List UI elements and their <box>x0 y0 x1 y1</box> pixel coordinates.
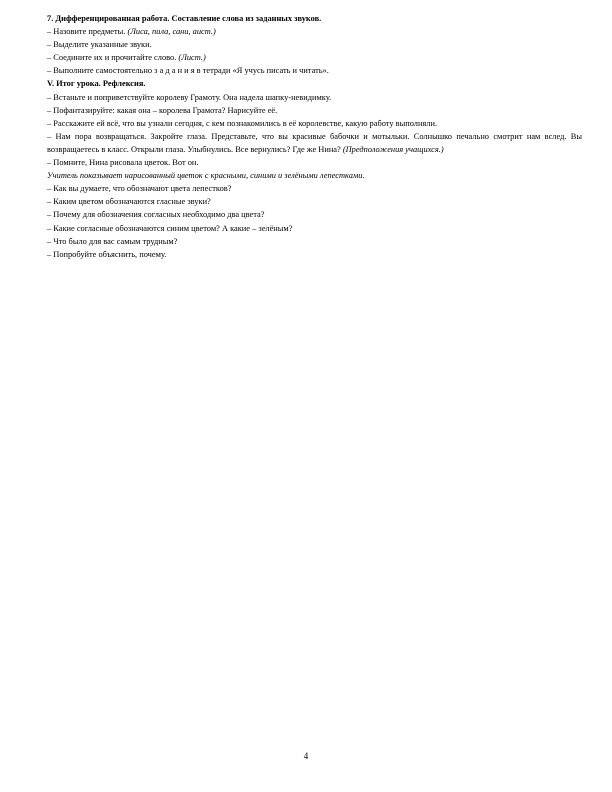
text-run: – Какие согласные обозначаются синим цветом? А какие – зелёным? <box>47 223 293 233</box>
text-line <box>47 195 582 208</box>
text-run: Учитель показывает нарисованный цветок с красными, синими и зелёными лепестками. <box>47 171 365 181</box>
text-line <box>47 77 582 90</box>
page-number: 4 <box>303 751 309 761</box>
text-line <box>47 51 582 64</box>
text-line <box>47 130 582 156</box>
text-line <box>47 156 582 169</box>
text-run: – Соедините их и прочитайте слово. <box>47 53 179 63</box>
text-line <box>47 38 582 51</box>
text-run: – Помните, Нина рисовала цветок. Вот он. <box>47 158 199 168</box>
text-line <box>47 104 582 117</box>
text-run: (Лиса, пила, сани, аист.) <box>127 27 216 37</box>
text-run: V. Итог урока. Рефлексия. <box>47 79 146 89</box>
text-run: – Выполните самостоятельно з а д а н и я в тетради «Я учусь писать и читать». <box>47 66 329 76</box>
text-line <box>47 222 582 235</box>
text-line <box>47 208 582 221</box>
text-line <box>47 12 582 25</box>
text-line <box>47 91 582 104</box>
text-run: – Попробуйте объяснить, почему. <box>47 249 167 259</box>
text-line <box>47 169 582 182</box>
document-body <box>47 12 582 261</box>
text-line <box>47 248 582 261</box>
text-run: – Расскажите ей всё, что вы узнали сегодня, с кем познакомились в её королевстве, какую работу выполняли. <box>47 118 438 128</box>
text-run: – Каким цветом обозначаются гласные звуки? <box>47 197 211 207</box>
text-line <box>47 235 582 248</box>
text-line <box>47 182 582 195</box>
text-run: – Как вы думаете, что обозначают цвета лепестков? <box>47 184 232 194</box>
text-run: (Предположения учащихся.) <box>342 144 444 154</box>
text-run: (Лист.) <box>178 53 206 63</box>
text-run: – Назовите предметы. <box>47 27 128 37</box>
text-run: – Встаньте и поприветствуйте королеву Грамоту. Она надела шапку-невидимку. <box>47 92 332 102</box>
text-run: 7. Дифференцированная работа. Составление слова из заданных звуков. <box>47 14 322 23</box>
text-run: – Почему для обозначения согласных необходимо два цвета? <box>47 210 265 220</box>
text-run: – Выделите указанные звуки. <box>47 40 152 50</box>
text-run: – Что было для вас самым трудным? <box>47 236 178 246</box>
text-line <box>47 117 582 130</box>
text-run: – Пофантазируйте: какая она – королева Грамота? Нарисуйте её. <box>47 105 278 115</box>
text-run: – Нам пора возвращаться. Закройте глаза. Представьте, что вы красивые бабочки и мотыльки. Солнышко печально смотрит нам вслед. Вы возвращаетесь в класс. Открыли глаза. Улыбнулись. Все вернулись? Где же Нина? <box>47 131 582 154</box>
text-line <box>47 25 582 38</box>
text-line <box>47 64 582 77</box>
